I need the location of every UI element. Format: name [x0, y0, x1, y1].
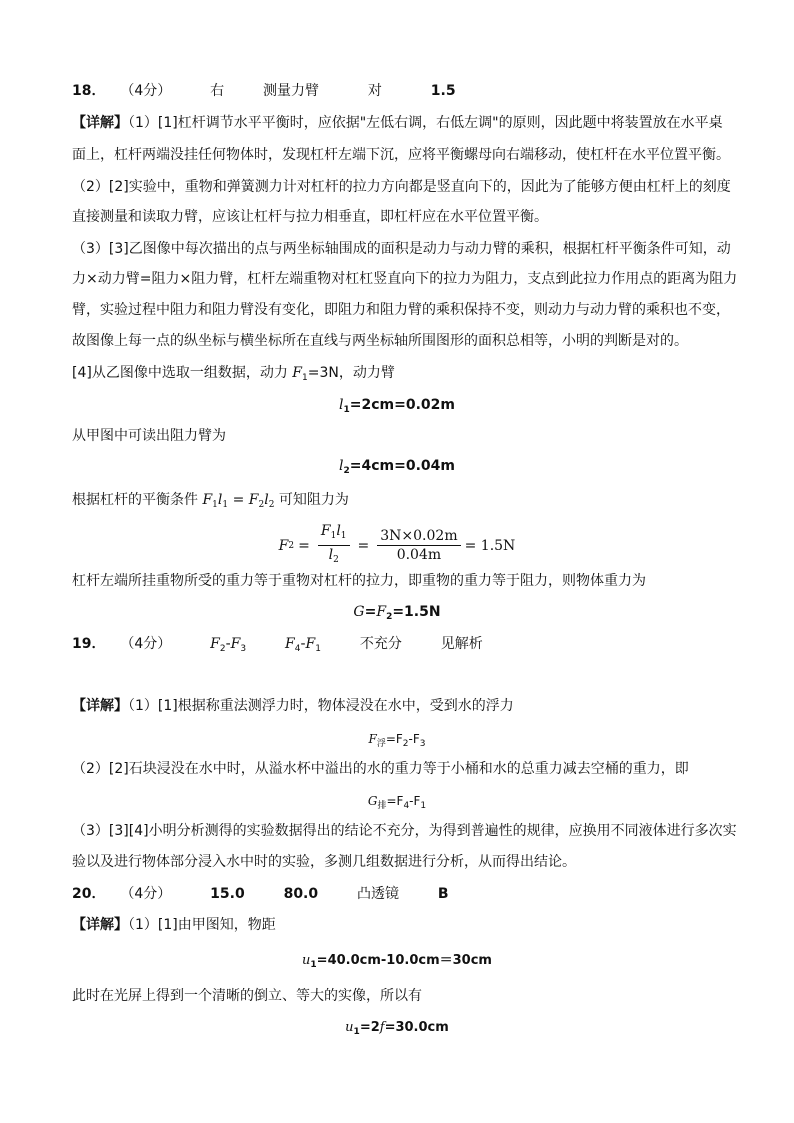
q18-score: （4分）: [120, 83, 172, 99]
q18-detail-p2-line2: 直接测量和读取力臂，应该让杠杆与拉力相垂直，即杠杆应在水平位置平衡。: [72, 209, 548, 225]
q19-detail-p3-line1: （3）[3][4]小明分析测得的实验数据得出的结论不充分，为得到普遍性的规律，应换用不同液体进行多次实: [72, 823, 737, 839]
q20-answer-header: [72, 884, 732, 904]
q18-detail-p3-line4: 故图像上每一点的纵坐标与横坐标所在直线与两坐标轴所围图形的面积总相等，小明的判断是对的。: [72, 333, 688, 349]
q20-eq-u1: $u_1=40.0cm-10.0cm=30cm$: [302, 953, 492, 970]
fraction-symbolic: $\frac{F_1l_1}{l_2}$: [318, 522, 350, 569]
q18-cond-text-a: 根据杠杆的平衡条件: [72, 492, 203, 508]
frac-result: = 1.5N: [464, 537, 516, 554]
q18-number: 18．: [72, 83, 106, 99]
q18-p4-force-var: F: [292, 365, 302, 381]
q18-cond-formula: $F_1l_1 = F_2l_2$: [202, 492, 275, 510]
q18-answer-2: 测量力臂: [263, 83, 320, 99]
q19-detail-p3-line2: 验以及进行物体部分浸入水中时的实验，多测几组数据进行分析，从而得出结论。: [72, 854, 576, 870]
q18-answer-3: 对: [367, 83, 382, 99]
q18-detail-p3-line3: 臂，实验过程中阻力和阻力臂没有变化，即阻力和阻力臂的乘积保持不变，则动力与动力臂的乘积也不变，: [72, 302, 730, 318]
q19-answer-header: [72, 634, 732, 659]
q19-eq-buoyancy: $F_浮=F_2-F_3$: [368, 732, 426, 749]
frac-eq-sign-2: =: [357, 537, 370, 554]
q18-detail-p2-line1: （2）[2]实验中，重物和弹簧测力计对杠杆的拉力方向都是竖直向下的，因此为了能够方便由杠杆上的刻度: [72, 179, 731, 195]
q20-answer-3: 凸透镜: [357, 886, 399, 902]
q19-detail-tag: 【详解】: [72, 698, 128, 714]
q18-eq-l1: [0, 395, 794, 420]
q18-weight-text: 杠杆左端所挂重物所受的重力等于重物对杠杆的拉力，即重物的重力等于阻力，则物体重力为: [72, 573, 646, 589]
fraction-numeric: $\frac{3N\times 0.02m}{0.04m}$: [377, 527, 460, 564]
q20-detail-tag: 【详解】: [72, 917, 128, 933]
q19-detail-p2: （2）[2]石块浸没在水中时，从溢水杯中溢出的水的重力等于小桶和水的总重力减去空桶的重力，即: [72, 761, 689, 777]
q19-answer-2: $F_4-F_1$: [285, 636, 321, 654]
q20-answer-2: 80.0: [283, 886, 319, 902]
q18-detail-p3-line2: 力×动力臂=阻力×阻力臂，杠杆左端重物对杠杠竖直向下的拉力为阻力，支点到此拉力作用点的距离为阻力: [72, 271, 738, 287]
q18-detail-p1-line1: [72, 113, 732, 133]
q19-answer-4: 见解析: [440, 636, 483, 652]
q20-score: （4分）: [120, 886, 172, 902]
q18-p4-text-b: =3N，动力臂: [307, 365, 395, 381]
frac-lhs-sub: 2: [288, 540, 295, 551]
q18-detail-p1-line2: 面上，杠杆两端没挂任何物体时，发现杠杆左端下沉，应将平衡螺母向右端移动，使杠杆在水平位置平衡。: [72, 147, 730, 163]
q18-fraction-equation: [0, 522, 794, 566]
q18-answer-1: 右: [210, 83, 225, 99]
q20-eq-u1-2f: $u_1=2f=30.0cm$: [345, 1020, 449, 1037]
q18-p1-text1: （1）[1]杠杆调节水平平衡时，应依据"左低右调，右低左调"的原则，因此题中将装置放在水平桌: [128, 115, 723, 131]
q19-p1-text: （1）[1]根据称重法测浮力时，物体浸没在水中，受到水的浮力: [128, 698, 514, 714]
q18-cond-text: [72, 490, 732, 515]
frac-lhs-var: F: [278, 537, 289, 554]
q20-p1-text: （1）[1]由甲图知，物距: [128, 917, 276, 933]
q19-eq-displaced: $G_排=F_4-F_1$: [367, 794, 427, 811]
q18-cond-text-b: 可知阻力为: [274, 492, 349, 508]
q19-detail-p1: [72, 696, 732, 716]
q18-eq-l1-sub: 1: [343, 405, 350, 415]
q20-answer-1: 15.0: [210, 886, 245, 902]
q18-p4-text-a: [4]从乙图像中选取一组数据，动力: [72, 365, 293, 381]
q18-eq-G: $G=F_2=1.5N$: [353, 604, 441, 622]
q18-eq-l2-var: l: [339, 458, 344, 474]
q20-answer-4: B: [437, 886, 449, 902]
q18-eq-l2-sub: 2: [343, 466, 350, 476]
q18-eq-l1-var: l: [339, 397, 344, 413]
q18-read-text: 从甲图中可读出阻力臂为: [72, 428, 226, 444]
q20-number: 20．: [72, 886, 106, 902]
q19-number: 19．: [72, 636, 106, 652]
q19-answer-1: $F_2-F_3$: [210, 636, 247, 654]
frac-eq-sign-1: =: [298, 537, 310, 554]
q18-detail-p3-line1: （3）[3]乙图像中每次描出的点与两坐标轴围成的面积是动力与动力臂的乘积，根据杠杆平衡条件可知，动: [72, 241, 731, 257]
q18-answer-4: 1.5: [430, 83, 456, 99]
q19-score: （4分）: [120, 636, 172, 652]
q18-eq-l1-value: =2cm=0.02m: [349, 397, 455, 413]
q18-answer-header: [72, 81, 732, 101]
q20-detail-p2: 此时在光屏上得到一个清晰的倒立、等大的实像，所以有: [72, 988, 422, 1004]
q18-detail-tag: 【详解】: [72, 115, 128, 131]
q19-answer-3: 不充分: [359, 636, 402, 652]
q18-eq-l2-value: =4cm=0.04m: [349, 458, 455, 474]
q18-p4-force-sub: 1: [302, 373, 308, 383]
q18-detail-p4: [72, 363, 732, 388]
q18-eq-l2: [0, 456, 794, 481]
q20-detail-p1: [72, 915, 732, 935]
